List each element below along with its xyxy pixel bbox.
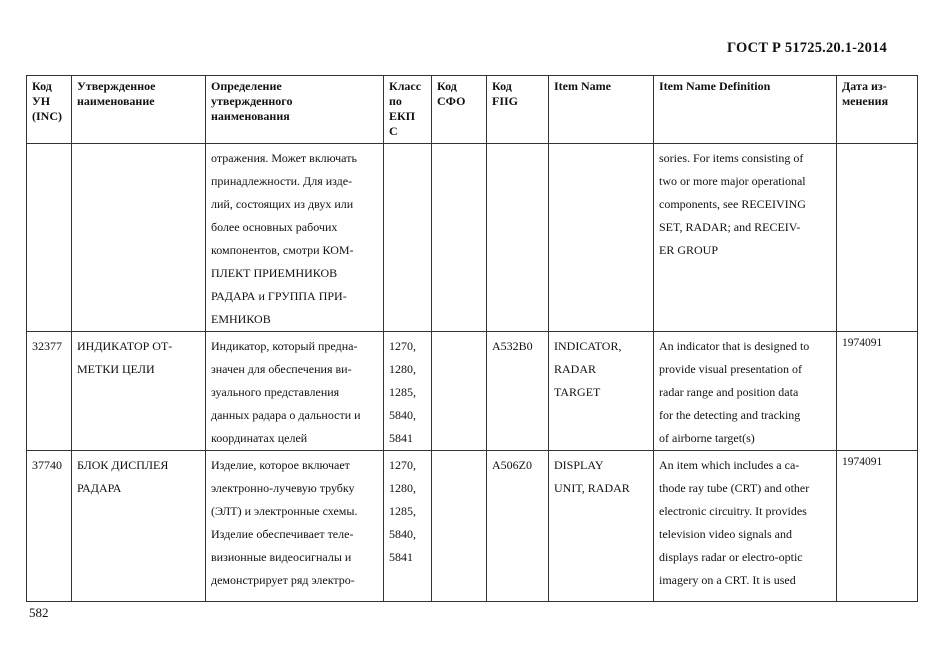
header-line: по <box>389 94 402 108</box>
cell-name-ru <box>72 451 206 602</box>
header-line: Item Name Definition <box>659 79 771 93</box>
text-line: electronic circuitry. It provides <box>659 504 807 518</box>
text-line: TARGET <box>554 385 601 399</box>
table-row <box>27 451 918 602</box>
text-line: ЕМНИКОВ <box>211 312 271 326</box>
text-line: 1285, <box>389 504 416 518</box>
cell-sfo <box>432 144 487 332</box>
cell-definition-ru <box>206 332 384 451</box>
text-line: RADAR <box>554 362 597 376</box>
header-line: Утвержденное <box>77 79 156 93</box>
table-row-continuation <box>27 144 918 332</box>
header-line: СФО <box>437 94 466 108</box>
text-line: электронно-лучевую трубку <box>211 481 355 495</box>
col-header-item-name <box>549 76 654 144</box>
table-header-row <box>27 76 918 144</box>
cell-name-ru <box>72 144 206 332</box>
header-line: Код <box>492 79 512 93</box>
cell-date <box>837 144 918 332</box>
cell-item-definition <box>654 332 837 451</box>
text-line: ПЛЕКТ ПРИЕМНИКОВ <box>211 266 338 280</box>
text-line: ИНДИКАТОР ОТ- <box>77 339 173 353</box>
text-line: for the detecting and tracking <box>659 408 801 422</box>
text-line: television video signals and <box>659 527 792 541</box>
text-line: provide visual presentation of <box>659 362 802 376</box>
col-header-fiig <box>487 76 549 144</box>
header-line: (INC) <box>32 109 62 123</box>
text-line: 1270, <box>389 458 416 472</box>
header-line: Класс <box>389 79 422 93</box>
text-line: демонстрирует ряд электро- <box>211 573 355 587</box>
text-line: Изделие, которое включает <box>211 458 350 472</box>
cell-class <box>384 451 432 602</box>
text-line: of airborne target(s) <box>659 431 755 445</box>
text-line: Индикатор, который предна- <box>211 339 358 353</box>
text-line: РАДАРА <box>77 481 122 495</box>
cell-item-name <box>549 451 654 602</box>
text-line: более основных рабочих <box>211 220 338 234</box>
text-line: DISPLAY <box>554 458 604 472</box>
cell-fiig <box>487 144 549 332</box>
text-line: 1285, <box>389 385 416 399</box>
text-line: координатах целей <box>211 431 308 445</box>
cell-fiig: A532B0 <box>487 332 549 451</box>
text-line: 1280, <box>389 362 416 376</box>
col-header-inc <box>27 76 72 144</box>
cell-inc: 32377 <box>27 332 72 451</box>
cell-fiig: A506Z0 <box>487 451 549 602</box>
cell-item-definition <box>654 144 837 332</box>
text-line: МЕТКИ ЦЕЛИ <box>77 362 155 376</box>
header-line: ЕКП <box>389 109 416 123</box>
classification-table <box>26 75 918 602</box>
header-line: С <box>389 124 398 138</box>
col-header-change-date <box>837 76 918 144</box>
text-line: 5840, <box>389 408 416 422</box>
text-line: ER GROUP <box>659 243 719 257</box>
text-line: РАДАРА и ГРУППА ПРИ- <box>211 289 347 303</box>
col-header-sfo <box>432 76 487 144</box>
cell-item-name <box>549 332 654 451</box>
text-line: 1280, <box>389 481 416 495</box>
text-line: данных радара о дальности и <box>211 408 361 422</box>
cell-date: 1974091 <box>837 332 918 451</box>
cell-sfo <box>432 451 487 602</box>
header-line: Item Name <box>554 79 611 93</box>
text-line: An indicator that is designed to <box>659 339 810 353</box>
header-line: FIIG <box>492 94 519 108</box>
text-line: отражения. Может включать <box>211 151 357 165</box>
text-line: компонентов, смотри КОМ- <box>211 243 354 257</box>
header-line: наименование <box>77 94 155 108</box>
header-line: УН <box>32 94 51 108</box>
col-header-definition <box>206 76 384 144</box>
text-line: thode ray tube (CRT) and other <box>659 481 810 495</box>
header-line: Код <box>32 79 52 93</box>
text-line: imagery on a CRT. It is used <box>659 573 796 587</box>
table-row <box>27 332 918 451</box>
text-line: displays radar or electro-optic <box>659 550 803 564</box>
header-line: утвержденного <box>211 94 293 108</box>
text-line: визионные видеосигналы и <box>211 550 352 564</box>
header-line: Определение <box>211 79 282 93</box>
text-line: 5841 <box>389 431 413 445</box>
text-line: значен для обеспечения ви- <box>211 362 352 376</box>
text-line: лий, состоящих из двух или <box>211 197 354 211</box>
cell-class <box>384 144 432 332</box>
col-header-approved-name <box>72 76 206 144</box>
text-line: UNIT, RADAR <box>554 481 630 495</box>
cell-inc <box>27 144 72 332</box>
cell-item-name <box>549 144 654 332</box>
header-line: Код <box>437 79 457 93</box>
text-line: БЛОК ДИСПЛЕЯ <box>77 458 169 472</box>
cell-date: 1974091 <box>837 451 918 602</box>
cell-item-definition <box>654 451 837 602</box>
text-line: 5841 <box>389 550 413 564</box>
text-line: radar range and position data <box>659 385 799 399</box>
text-line: Изделие обеспечивает теле- <box>211 527 354 541</box>
header-line: Дата из- <box>842 79 887 93</box>
cell-definition-ru <box>206 451 384 602</box>
text-line: components, see RECEIVING <box>659 197 806 211</box>
text-line: sories. For items consisting of <box>659 151 804 165</box>
cell-inc: 37740 <box>27 451 72 602</box>
text-line: принадлежности. Для изде- <box>211 174 353 188</box>
text-line: 1270, <box>389 339 416 353</box>
cell-name-ru <box>72 332 206 451</box>
page-number: 582 <box>29 605 49 620</box>
document-header: ГОСТ Р 51725.20.1-2014 <box>726 40 887 56</box>
col-header-class <box>384 76 432 144</box>
header-line: наименования <box>211 109 290 123</box>
text-line: SET, RADAR; and RECEIV- <box>659 220 801 234</box>
cell-sfo <box>432 332 487 451</box>
text-line: (ЭЛТ) и электронные схемы. <box>211 504 358 518</box>
text-line: 5840, <box>389 527 416 541</box>
header-line: менения <box>842 94 889 108</box>
cell-class <box>384 332 432 451</box>
col-header-item-definition <box>654 76 837 144</box>
text-line: INDICATOR, <box>554 339 622 353</box>
text-line: two or more major operational <box>659 174 806 188</box>
text-line: An item which includes a ca- <box>659 458 800 472</box>
text-line: зуального представления <box>211 385 340 399</box>
cell-definition-ru <box>206 144 384 332</box>
